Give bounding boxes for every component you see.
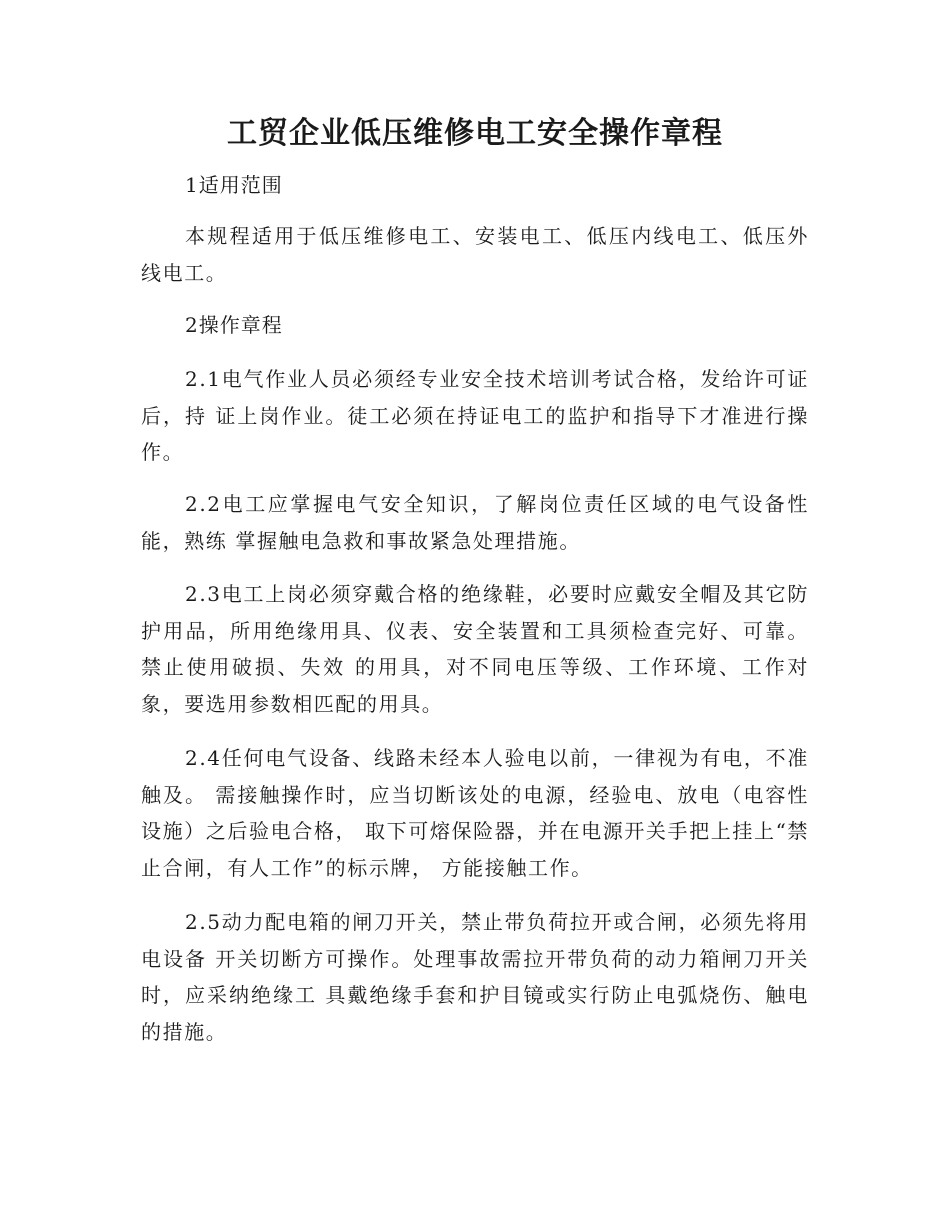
paragraph-2-5: 2.5动力配电箱的闸刀开关，禁止带负荷拉开或合闸，必须先将用电设备 开关切断方可操作。处理事故需拉开带负荷的动力箱闸刀开关时，应采纳绝缘工 具戴绝缘手套和护目镜或实行防止电弧烧伤、触电的措施。 <box>141 910 809 1044</box>
paragraph-scope: 本规程适用于低压维修电工、安装电工、低压内线电工、低压外线电工。 <box>141 224 809 285</box>
paragraph-2-3: 2.3电工上岗必须穿戴合格的绝缘鞋，必要时应戴安全帽及其它防护用品，所用绝缘用具、仪表、安全装置和工具须检查完好、可靠。禁止使用破损、失效 的用具，对不同电压等级、工作环境、工作对象，要选用参数相匹配的用具。 <box>141 582 809 716</box>
paragraph-2-4: 2.4任何电气设备、线路未经本人验电以前，一律视为有电，不准触及。 需接触操作时，应当切断该处的电源，经验电、放电（电容性设施）之后验电合格， 取下可熔保险器，并在电源开关手把上挂上“禁止合闸，有人工作”的标示牌， 方能接触工作。 <box>141 746 809 880</box>
section-heading-procedures: 2操作章程 <box>185 313 283 337</box>
paragraph-2-2: 2.2电工应掌握电气安全知识，了解岗位责任区域的电气设备性能，熟练 掌握触电急救和事故紧急处理措施。 <box>141 492 809 553</box>
document-title: 工贸企业低压维修电工安全操作章程 <box>227 116 723 151</box>
paragraph-2-1: 2.1电气作业人员必须经专业安全技术培训考试合格，发给许可证后，持 证上岗作业。徒工必须在持证电工的监护和指导下才准进行操作。 <box>141 367 809 464</box>
section-heading-scope: 1适用范围 <box>185 173 283 197</box>
